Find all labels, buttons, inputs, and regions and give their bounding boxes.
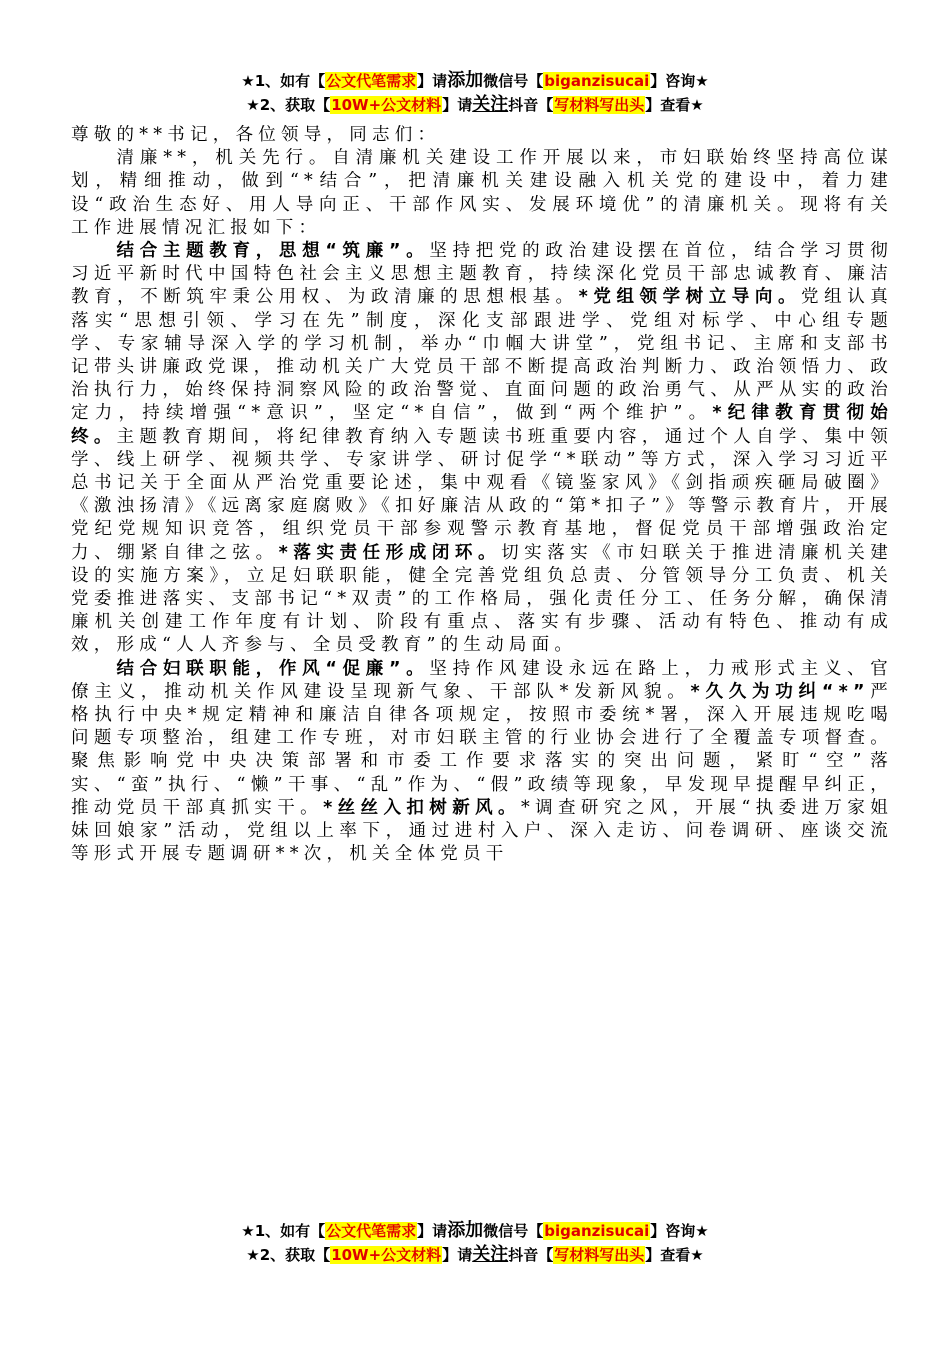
douyin-id-highlight: 写材料写出头: [554, 1246, 645, 1264]
wechat-id-highlight: biganzisucai: [544, 1222, 650, 1240]
document-body: [71, 124, 893, 867]
point-1-text: 党组认真落实“思想引领、学习在先”制度，深化支部跟进学、党组对标学、中心组专题学、专家辅导深入学的学习机制，举办“巾帼大讲堂”，党组书记、主席和支部书记带头讲廉政党课，推动机关广大党员干部不断提高政治判断力、政治领悟力、政治执行力，始终保持洞察风险的政治警觉、直面问题的政治勇气、从严从实的政治定力，持续增强“*意识”，坚定“*自信”，做到“两个维护”。: [71, 287, 894, 424]
banner-emphasis: 关注: [472, 94, 509, 115]
banner-text: 】请: [442, 96, 473, 114]
banner-text: 】请: [417, 1222, 448, 1240]
banner-text: ★2、获取【: [246, 96, 331, 114]
banner-highlight: 公文代笔需求: [326, 72, 417, 90]
banner-highlight: 10W+公文材料: [331, 96, 442, 114]
banner-text: 】请: [417, 72, 448, 90]
banner-text: 】咨询★: [650, 1222, 709, 1240]
banner-emphasis: 关注: [472, 1244, 509, 1265]
section-1-text: 坚持把党的政治建设摆在首位，结合学习贯彻习近平新时代中国特色社会主义思想主题教育，持续深化党员干部忠诚教育、廉洁教育，不断筑牢秉公用权、为政清廉的思想根基。: [71, 241, 893, 308]
banner-text: ★1、如有【: [241, 1222, 326, 1240]
point-3-text: 切实落实《市妇联关于推进清廉机关建设的实施方案》，立足妇联职能，健全完善党组负总责、分管领导分工负责、机关党委推进落实、支部书记“*双责”的工作格局，强化责任分工、任务分解，确保清廉机关创建工作年度有计划、阶段有重点、落实有步骤、活动有特色、推动有成效，形成“人人齐参与、全员受教育”的生动局面。: [71, 542, 894, 656]
banner-emphasis: 添加: [447, 1220, 484, 1241]
banner-text: 微信号【: [483, 1222, 544, 1240]
section-1-paragraph: [71, 240, 893, 658]
banner-text: 】查看★: [645, 1246, 704, 1264]
point-4-text: 严格执行中央*规定精神和廉洁自律各项规定，按照市委统*署，深入开展违规吃喝问题专项整治，组建工作专班，对市妇联主管的行业协会进行了全覆盖专项督查。聚焦影响党中央决策部署和市委工作要求落实的突出问题，紧盯“空”落实、“蛮”执行、“懒”干事、“乱”作为、“假”政绩等现象，早发现早提醒早纠正，推动党员干部真抓实干。: [71, 681, 894, 818]
point-3-title: *落实责任形成闭环。: [278, 542, 502, 563]
header-banner-second: [0, 94, 950, 116]
section-2-paragraph: [71, 658, 893, 867]
banner-highlight: 10W+公文材料: [331, 1246, 442, 1264]
banner-text: 】查看★: [645, 96, 704, 114]
banner-text: 抖音【: [508, 96, 554, 114]
point-2-text: 主题教育期间，将纪律教育纳入专题读书班重要内容，通过个人自学、集中领学、线上研学、视频共学、专家讲学、研讨促学“*联动”等方式，深入学习习近平总书记关于全面从严治党重要论述，集中观看《镜鉴家风》《剑指顽疾砸局破圈》《激浊扬清》《远离家庭腐败》《扣好廉洁从政的“第*扣子”》等警示教育片，开展党纪党规知识竞答，组织党员干部参观警示教育基地，督促党员干部增强政治定力、绷紧自律之弦。: [71, 426, 893, 563]
banner-text: 抖音【: [508, 1246, 554, 1264]
banner-text: ★1、如有【: [241, 72, 326, 90]
section-2-title: 结合妇联职能，作风“促廉”。: [116, 658, 430, 679]
banner-text: 微信号【: [483, 72, 544, 90]
point-4-title: *久久为功纠“*”: [690, 681, 870, 702]
douyin-id-highlight: 写材料写出头: [554, 96, 645, 114]
point-2-title: *纪律教育贯彻始终。: [71, 403, 893, 447]
point-1-title: *党组领学树立导向。: [578, 287, 802, 308]
point-5-title: *丝丝入扣树新风。: [323, 797, 521, 818]
banner-text: 】请: [442, 1246, 473, 1264]
section-2-text: 坚持作风建设永远在路上，力戒形式主义、官僚主义，推动机关作风建设呈现新气象、干部队*发新风貌。: [71, 658, 893, 702]
banner-highlight: 公文代笔需求: [326, 1222, 417, 1240]
header-banner-top: [0, 70, 950, 92]
salutation: 尊敬的**书记，各位领导，同志们：: [71, 125, 441, 145]
banner-emphasis: 添加: [447, 70, 484, 91]
footer-banner-second: [0, 1244, 950, 1266]
section-1-title: 结合主题教育，思想“筑廉”。: [116, 241, 430, 262]
banner-text: 】咨询★: [650, 72, 709, 90]
footer-banner-top: [0, 1220, 950, 1242]
intro-paragraph: 清廉**，机关先行。自清廉机关建设工作开展以来，市妇联始终坚持高位谋划，精细推动，做到“*结合”，把清廉机关建设融入机关党的建设中，着力建设“政治生态好、用人导向正、干部作风实、发展环境优”的清廉机关。现将有关工作进展情况汇报如下：: [71, 148, 893, 238]
wechat-id-highlight: biganzisucai: [544, 72, 650, 90]
banner-text: ★2、获取【: [246, 1246, 331, 1264]
point-5-text: *调查研究之风，开展“执委进万家姐妹回娘家”活动，党组以上率下，通过进村入户、深入走访、问卷调研、座谈交流等形式开展专题调研**次，机关全体党员干: [71, 797, 894, 865]
